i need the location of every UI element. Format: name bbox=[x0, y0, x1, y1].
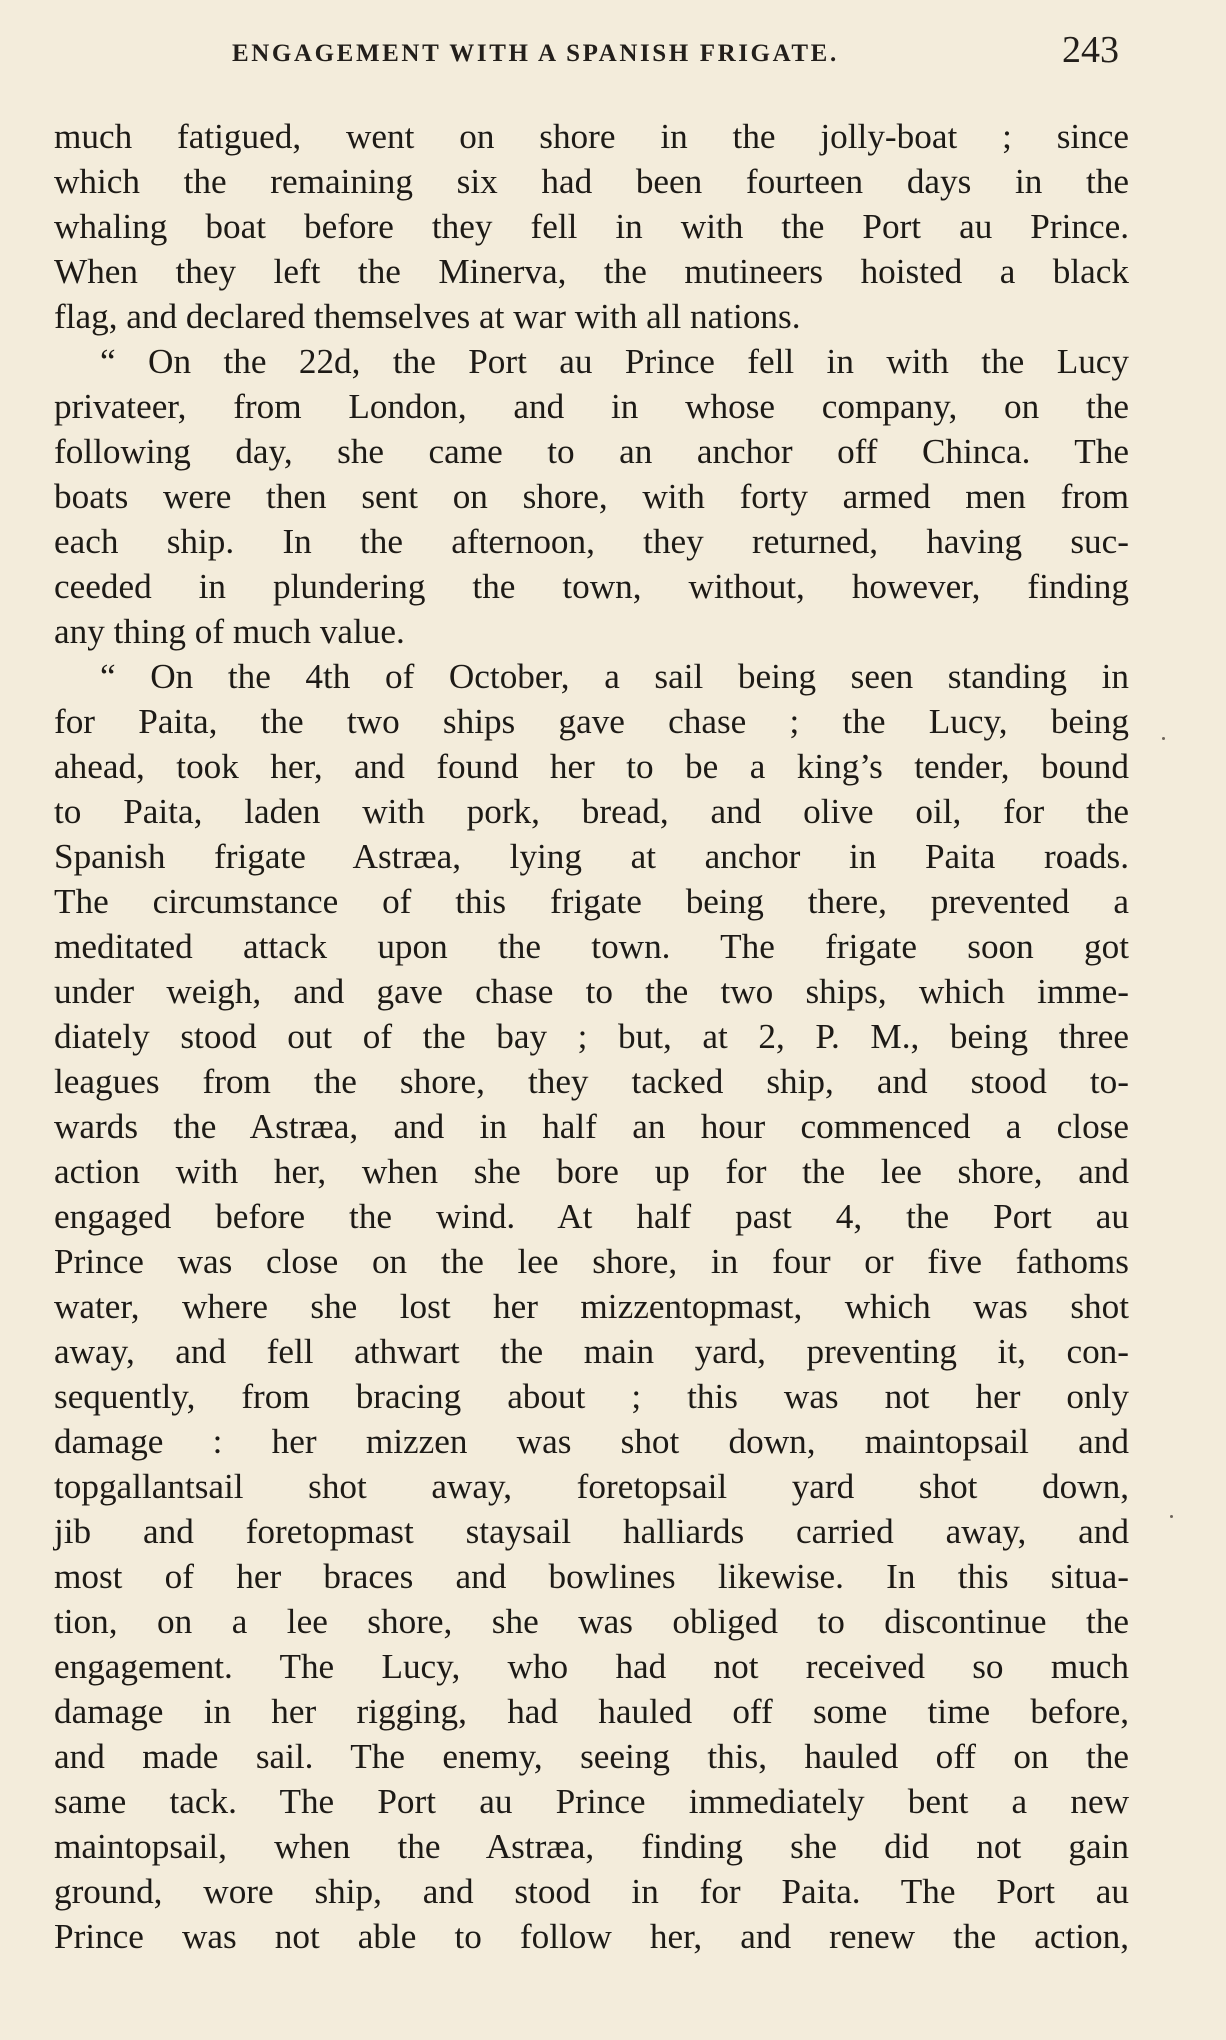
text-line: ceeded in plundering the town, without, however, finding bbox=[54, 567, 1129, 606]
text-line: “ On the 22d, the Port au Prince fell in with the Lucy bbox=[100, 342, 1129, 381]
text-line: privateer, from London, and in whose company, on the bbox=[54, 387, 1129, 426]
text-line: away, and fell athwart the main yard, preventing it, con- bbox=[54, 1332, 1129, 1371]
page-header bbox=[0, 28, 1226, 78]
text-line: ground, wore ship, and stood in for Paita. The Port au bbox=[54, 1872, 1129, 1911]
text-line: wards the Astræa, and in half an hour commenced a close bbox=[54, 1107, 1129, 1146]
text-line: for Paita, the two ships gave chase ; the Lucy, being bbox=[54, 702, 1129, 741]
text-line: jib and foretopmast staysail halliards carried away, and bbox=[54, 1512, 1129, 1551]
page-number: 243 bbox=[1062, 29, 1119, 71]
text-line: boats were then sent on shore, with forty armed men from bbox=[54, 477, 1129, 516]
text-line: Spanish frigate Astræa, lying at anchor in Paita roads. bbox=[54, 837, 1129, 876]
text-line: leagues from the shore, they tacked ship, and stood to- bbox=[54, 1062, 1129, 1101]
text-line: “ On the 4th of October, a sail being seen standing in bbox=[100, 657, 1129, 696]
text-line: maintopsail, when the Astræa, finding she did not gain bbox=[54, 1827, 1129, 1866]
text-line: following day, she came to an anchor off Chinca. The bbox=[54, 432, 1129, 471]
body-text bbox=[54, 114, 1129, 1959]
text-line: ahead, took her, and found her to be a king’s tender, bound bbox=[54, 747, 1129, 786]
text-line: any thing of much value. bbox=[54, 612, 405, 651]
text-line: under weigh, and gave chase to the two ships, which imme- bbox=[54, 972, 1129, 1011]
text-line: engagement. The Lucy, who had not received so much bbox=[54, 1647, 1129, 1686]
text-line: whaling boat before they fell in with the Port au Prince. bbox=[54, 207, 1129, 246]
text-line: diately stood out of the bay ; but, at 2, P. M., being three bbox=[54, 1017, 1129, 1056]
text-line: engaged before the wind. At half past 4, the Port au bbox=[54, 1197, 1129, 1236]
paper-speck bbox=[1162, 737, 1165, 740]
text-line: action with her, when she bore up for the lee shore, and bbox=[54, 1152, 1129, 1191]
text-line: each ship. In the afternoon, they returned, having suc- bbox=[54, 522, 1129, 561]
text-line: same tack. The Port au Prince immediately bent a new bbox=[54, 1782, 1129, 1821]
text-line: damage in her rigging, had hauled off some time before, bbox=[54, 1692, 1129, 1731]
text-line: meditated attack upon the town. The frigate soon got bbox=[54, 927, 1129, 966]
text-line: water, where she lost her mizzentopmast, which was shot bbox=[54, 1287, 1129, 1326]
text-line: most of her braces and bowlines likewise. In this situa- bbox=[54, 1557, 1129, 1596]
paper-speck bbox=[1170, 1515, 1173, 1518]
text-line: much fatigued, went on shore in the jolly-boat ; since bbox=[54, 117, 1129, 156]
text-line: to Paita, laden with pork, bread, and olive oil, for the bbox=[54, 792, 1129, 831]
text-line: topgallantsail shot away, foretopsail yard shot down, bbox=[54, 1467, 1129, 1506]
text-line: Prince was not able to follow her, and renew the action, bbox=[54, 1917, 1129, 1956]
text-line: sequently, from bracing about ; this was not her only bbox=[54, 1377, 1129, 1416]
running-head: ENGAGEMENT WITH A SPANISH FRIGATE. bbox=[232, 40, 839, 67]
text-line: tion, on a lee shore, she was obliged to discontinue the bbox=[54, 1602, 1129, 1641]
text-line: damage : her mizzen was shot down, maintopsail and bbox=[54, 1422, 1129, 1461]
text-line: When they left the Minerva, the mutineers hoisted a black bbox=[54, 252, 1129, 291]
text-line: which the remaining six had been fourteen days in the bbox=[54, 162, 1129, 201]
text-line: and made sail. The enemy, seeing this, hauled off on the bbox=[54, 1737, 1129, 1776]
text-line: Prince was close on the lee shore, in four or five fathoms bbox=[54, 1242, 1129, 1281]
text-line: The circumstance of this frigate being there, prevented a bbox=[54, 882, 1129, 921]
text-line: flag, and declared themselves at war with all nations. bbox=[54, 297, 801, 336]
